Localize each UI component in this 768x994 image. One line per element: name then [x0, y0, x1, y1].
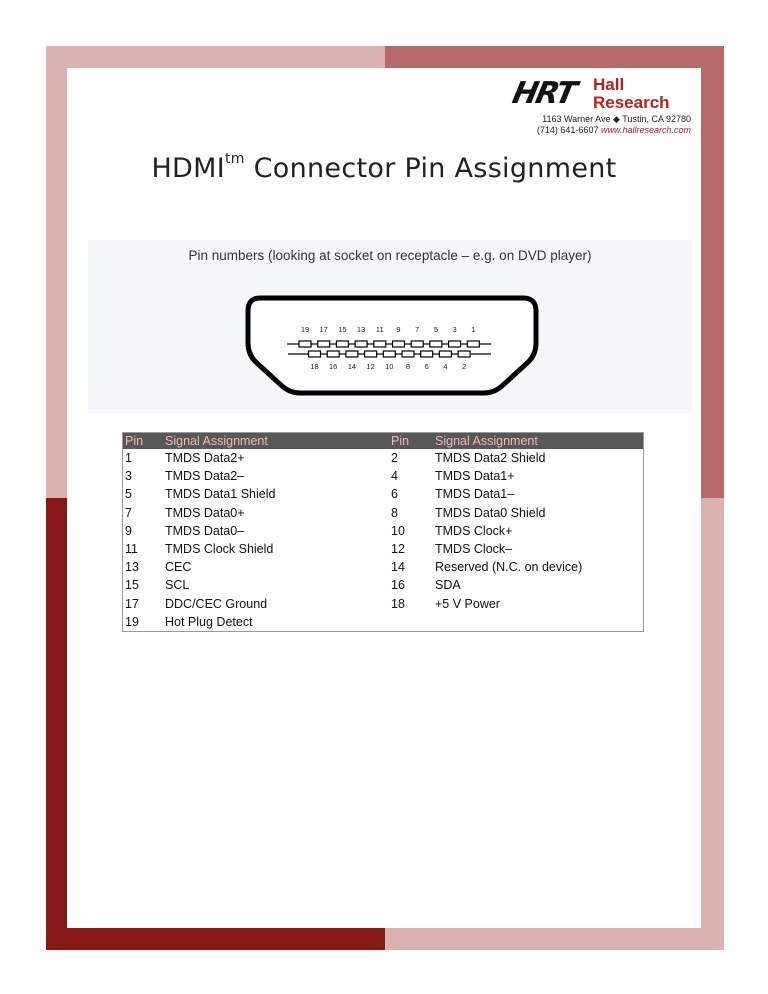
signal-name-cell	[433, 613, 644, 632]
table-row	[123, 613, 644, 632]
pin-number-cell: 19	[125, 614, 139, 629]
table-row	[123, 485, 644, 503]
signal-name-cell: TMDS Data0–	[165, 523, 245, 538]
top-pin-label: 13	[356, 325, 366, 334]
top-pin-slot	[411, 341, 423, 347]
bottom-pin-label: 4	[443, 362, 448, 371]
top-pin-label: 9	[396, 325, 401, 334]
top-pin-slot	[449, 341, 461, 347]
pin-number-cell: 8	[391, 505, 398, 520]
top-pin-label: 3	[452, 325, 457, 334]
table-row	[123, 522, 644, 540]
signal-name-cell: DDC/CEC Ground	[165, 596, 268, 611]
logo-address	[491, 114, 691, 136]
address-line: 1163 Warner Ave ◆ Tustin, CA 92780	[542, 114, 691, 124]
pin-assignment-table	[122, 432, 644, 632]
table-header-row	[123, 433, 644, 450]
signal-name-cell: Reserved (N.C. on device)	[435, 560, 583, 575]
top-pin-label: 17	[319, 325, 328, 334]
logo-mark: HRT	[509, 76, 579, 111]
top-pin-slot	[355, 341, 367, 347]
top-pin-slot	[318, 341, 330, 347]
signal-name-cell: TMDS Clock Shield	[165, 542, 274, 557]
bottom-pin-slot	[346, 351, 358, 357]
signal-name-cell: TMDS Clock+	[435, 523, 513, 538]
pin-number-cell: 10	[391, 523, 405, 538]
diagram-caption: Pin numbers (looking at socket on receptacle – e.g. on DVD player)	[188, 248, 592, 263]
pin-number-cell: 12	[391, 542, 405, 557]
pin-number-cell: 5	[125, 487, 132, 502]
bottom-pin-slot	[383, 351, 395, 357]
signal-name-cell: SCL	[165, 578, 190, 593]
signal-name-cell: +5 V Power	[435, 596, 500, 611]
signal-name-cell: TMDS Data2 Shield	[435, 451, 546, 466]
table-row	[123, 595, 644, 613]
signal-name-cell: TMDS Data0 Shield	[435, 505, 546, 520]
top-pin-label: 7	[415, 325, 420, 334]
bottom-pin-label: 16	[329, 362, 338, 371]
bottom-pin-slot	[421, 351, 433, 357]
pin-number-cell: 14	[391, 560, 405, 575]
bottom-pin-slot	[327, 351, 339, 357]
pin-number-cell: 18	[391, 596, 405, 611]
table-row	[123, 467, 644, 485]
bottom-pin-slot	[439, 351, 451, 357]
logo-name	[593, 76, 670, 112]
header-pin-right: Pin	[389, 433, 433, 450]
bottom-pin-label: 12	[366, 362, 375, 371]
bottom-pin-slot	[309, 351, 321, 357]
title-rest: Connector Pin Assignment	[244, 153, 617, 184]
top-pin-slot	[336, 341, 348, 347]
pin-number-cell: 11	[125, 542, 138, 557]
pin-number-cell: 15	[125, 578, 139, 593]
signal-name-cell: TMDS Data2–	[165, 469, 245, 484]
pin-number-cell: 16	[391, 578, 405, 593]
bottom-pin-slot	[365, 351, 377, 357]
top-pin-slot	[430, 341, 442, 347]
top-pin-label: 1	[471, 325, 476, 334]
top-pin-label: 15	[338, 325, 347, 334]
bottom-pin-label: 18	[310, 362, 319, 371]
signal-name-cell: SDA	[435, 578, 461, 593]
company-logo	[491, 76, 691, 146]
page-title	[0, 153, 768, 184]
pin-number-cell: 6	[391, 487, 398, 502]
pin-number-cell: 3	[125, 469, 132, 484]
bottom-pin-label: 6	[424, 362, 429, 371]
pin-number-cell: 9	[125, 523, 132, 538]
bottom-pin-slot	[402, 351, 414, 357]
pin-number-cell: 4	[391, 469, 398, 484]
pin-number-cell	[389, 613, 433, 632]
header-signal-right: Signal Assignment	[433, 433, 644, 450]
bottom-pin-label: 10	[385, 362, 394, 371]
signal-name-cell: Hot Plug Detect	[165, 614, 253, 629]
signal-name-cell: CEC	[165, 560, 192, 575]
phone-text: (714) 641-6607	[536, 125, 599, 135]
title-main: HDMI	[151, 153, 226, 184]
bottom-pin-label: 2	[462, 362, 467, 371]
top-pin-label: 5	[433, 325, 438, 334]
pin-number-cell: 7	[125, 505, 132, 520]
table-row	[123, 558, 644, 576]
top-pin-slot	[393, 341, 405, 347]
pin-number-cell: 1	[125, 451, 132, 466]
top-pin-slot	[374, 341, 386, 347]
signal-name-cell: TMDS Clock–	[435, 542, 513, 557]
logo-name-line1: Hall	[593, 75, 625, 94]
signal-name-cell: TMDS Data1+	[435, 469, 515, 484]
bottom-pin-label: 8	[405, 362, 411, 371]
title-superscript: tm	[225, 151, 245, 167]
connector-diagram	[88, 240, 692, 413]
table-row	[123, 576, 644, 594]
signal-name-cell: TMDS Data1 Shield	[165, 487, 276, 502]
header-pin-left: Pin	[123, 433, 164, 450]
website-link[interactable]: www.hallresearch.com	[600, 125, 691, 135]
header-signal-left: Signal Assignment	[163, 433, 389, 450]
signal-name-cell: TMDS Data2+	[165, 451, 245, 466]
logo-name-line2: Research	[593, 93, 670, 112]
signal-name-cell: TMDS Data1–	[435, 487, 515, 502]
table-row	[123, 504, 644, 522]
signal-name-cell: TMDS Data0+	[165, 505, 245, 520]
table-row	[123, 449, 644, 467]
top-pin-label: 11	[375, 325, 384, 334]
contact-line	[491, 125, 691, 136]
pin-number-cell: 17	[125, 596, 139, 611]
hdmi-connector-drawing	[88, 240, 692, 413]
top-pin-slot	[467, 341, 479, 347]
pin-number-cell: 13	[125, 560, 139, 575]
pin-number-cell: 2	[391, 451, 398, 466]
top-pin-slot	[299, 341, 311, 347]
table-row	[123, 540, 644, 558]
bottom-pin-slot	[458, 351, 470, 357]
bottom-pin-label: 14	[347, 362, 357, 371]
top-pin-label: 19	[300, 325, 310, 334]
